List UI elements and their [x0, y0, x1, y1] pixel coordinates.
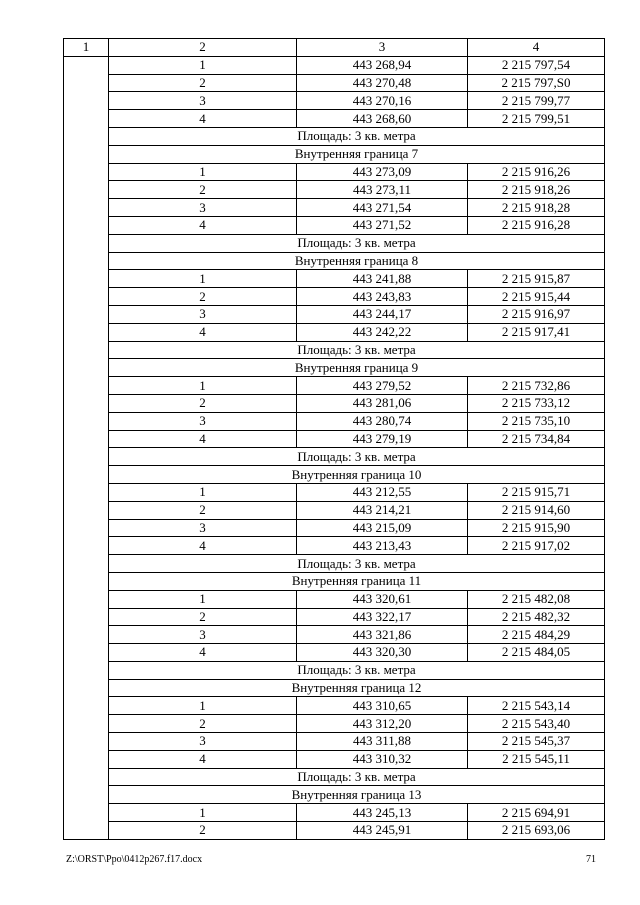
y-coordinate-cell: 2 215 484,29 [468, 626, 605, 644]
section-label-cell: Площадь: 3 кв. метра [109, 555, 605, 573]
x-coordinate-cell: 443 279,19 [297, 430, 468, 448]
table-row [64, 733, 605, 751]
table-row [64, 430, 605, 448]
x-coordinate-cell: 443 268,94 [297, 56, 468, 74]
x-coordinate-cell: 443 280,74 [297, 412, 468, 430]
section-label-cell: Внутренняя граница 9 [109, 359, 605, 377]
section-label-cell: Внутренняя граница 11 [109, 572, 605, 590]
table-row [64, 537, 605, 555]
table-row [64, 626, 605, 644]
label-row [64, 555, 605, 573]
x-coordinate-cell: 443 320,61 [297, 590, 468, 608]
x-coordinate-cell: 443 310,65 [297, 697, 468, 715]
table-row [64, 412, 605, 430]
point-number-cell: 2 [109, 181, 297, 199]
label-row [64, 679, 605, 697]
table-row [64, 483, 605, 501]
header-row [64, 39, 605, 57]
first-column-merged-cell [64, 56, 109, 839]
section-label-cell: Площадь: 3 кв. метра [109, 448, 605, 466]
table-row [64, 750, 605, 768]
table-row [64, 288, 605, 306]
x-coordinate-cell: 443 243,83 [297, 288, 468, 306]
header-cell-4: 4 [468, 39, 605, 57]
label-row [64, 341, 605, 359]
y-coordinate-cell: 2 215 732,86 [468, 377, 605, 395]
y-coordinate-cell: 2 215 917,41 [468, 323, 605, 341]
table-row [64, 181, 605, 199]
x-coordinate-cell: 443 245,91 [297, 822, 468, 840]
coordinates-table-body [64, 39, 605, 840]
header-cell-3: 3 [297, 39, 468, 57]
y-coordinate-cell: 2 215 543,14 [468, 697, 605, 715]
x-coordinate-cell: 443 281,06 [297, 394, 468, 412]
y-coordinate-cell: 2 215 799,51 [468, 110, 605, 128]
table-row [64, 644, 605, 662]
point-number-cell: 2 [109, 501, 297, 519]
y-coordinate-cell: 2 215 734,84 [468, 430, 605, 448]
x-coordinate-cell: 443 241,88 [297, 270, 468, 288]
table-row [64, 305, 605, 323]
y-coordinate-cell: 2 215 915,71 [468, 483, 605, 501]
section-label-cell: Внутренняя граница 7 [109, 145, 605, 163]
x-coordinate-cell: 443 279,52 [297, 377, 468, 395]
y-coordinate-cell: 2 215 916,97 [468, 305, 605, 323]
x-coordinate-cell: 443 273,11 [297, 181, 468, 199]
section-label-cell: Площадь: 3 кв. метра [109, 768, 605, 786]
table-row [64, 377, 605, 395]
label-row [64, 252, 605, 270]
label-row [64, 466, 605, 484]
y-coordinate-cell: 2 215 545,37 [468, 733, 605, 751]
x-coordinate-cell: 443 245,13 [297, 804, 468, 822]
y-coordinate-cell: 2 215 484,05 [468, 644, 605, 662]
table-row [64, 74, 605, 92]
y-coordinate-cell: 2 215 915,90 [468, 519, 605, 537]
x-coordinate-cell: 443 270,16 [297, 92, 468, 110]
y-coordinate-cell: 2 215 916,26 [468, 163, 605, 181]
label-row [64, 768, 605, 786]
y-coordinate-cell: 2 215 545,11 [468, 750, 605, 768]
point-number-cell: 4 [109, 750, 297, 768]
point-number-cell: 3 [109, 199, 297, 217]
header-cell-2: 2 [109, 39, 297, 57]
point-number-cell: 2 [109, 715, 297, 733]
x-coordinate-cell: 443 312,20 [297, 715, 468, 733]
table-row [64, 822, 605, 840]
y-coordinate-cell: 2 215 482,08 [468, 590, 605, 608]
point-number-cell: 1 [109, 483, 297, 501]
y-coordinate-cell: 2 215 917,02 [468, 537, 605, 555]
section-label-cell: Площадь: 3 кв. метра [109, 127, 605, 145]
x-coordinate-cell: 443 212,55 [297, 483, 468, 501]
table-row [64, 590, 605, 608]
y-coordinate-cell: 2 215 543,40 [468, 715, 605, 733]
y-coordinate-cell: 2 215 914,60 [468, 501, 605, 519]
table-row [64, 501, 605, 519]
coordinates-table [63, 38, 605, 840]
header-cell-1: 1 [64, 39, 109, 57]
label-row [64, 448, 605, 466]
x-coordinate-cell: 443 320,30 [297, 644, 468, 662]
x-coordinate-cell: 443 214,21 [297, 501, 468, 519]
footer-file-path: Z:\ORST\Ppo\0412p267.f17.docx [66, 854, 203, 865]
x-coordinate-cell: 443 273,09 [297, 163, 468, 181]
point-number-cell: 4 [109, 110, 297, 128]
section-label-cell: Внутренняя граница 12 [109, 679, 605, 697]
y-coordinate-cell: 2 215 799,77 [468, 92, 605, 110]
point-number-cell: 3 [109, 519, 297, 537]
table-row [64, 697, 605, 715]
table-row [64, 270, 605, 288]
point-number-cell: 1 [109, 590, 297, 608]
point-number-cell: 3 [109, 92, 297, 110]
table-row [64, 199, 605, 217]
point-number-cell: 4 [109, 537, 297, 555]
point-number-cell: 1 [109, 163, 297, 181]
table-row [64, 323, 605, 341]
table-row [64, 715, 605, 733]
section-label-cell: Внутренняя граница 13 [109, 786, 605, 804]
x-coordinate-cell: 443 244,17 [297, 305, 468, 323]
label-row [64, 145, 605, 163]
table-row [64, 804, 605, 822]
x-coordinate-cell: 443 271,52 [297, 216, 468, 234]
point-number-cell: 4 [109, 430, 297, 448]
y-coordinate-cell: 2 215 918,28 [468, 199, 605, 217]
label-row [64, 661, 605, 679]
point-number-cell: 1 [109, 377, 297, 395]
y-coordinate-cell: 2 215 915,87 [468, 270, 605, 288]
y-coordinate-cell: 2 215 694,91 [468, 804, 605, 822]
table-row [64, 608, 605, 626]
point-number-cell: 2 [109, 288, 297, 306]
point-number-cell: 3 [109, 305, 297, 323]
table-row [64, 163, 605, 181]
label-row [64, 234, 605, 252]
label-row [64, 786, 605, 804]
x-coordinate-cell: 443 268,60 [297, 110, 468, 128]
point-number-cell: 2 [109, 74, 297, 92]
point-number-cell: 1 [109, 697, 297, 715]
y-coordinate-cell: 2 215 797,54 [468, 56, 605, 74]
y-coordinate-cell: 2 215 482,32 [468, 608, 605, 626]
point-number-cell: 2 [109, 394, 297, 412]
point-number-cell: 3 [109, 733, 297, 751]
x-coordinate-cell: 443 213,43 [297, 537, 468, 555]
point-number-cell: 4 [109, 644, 297, 662]
x-coordinate-cell: 443 215,09 [297, 519, 468, 537]
y-coordinate-cell: 2 215 915,44 [468, 288, 605, 306]
point-number-cell: 2 [109, 822, 297, 840]
table-row [64, 394, 605, 412]
y-coordinate-cell: 2 215 797,S0 [468, 74, 605, 92]
point-number-cell: 2 [109, 608, 297, 626]
footer-page-number: 71 [586, 854, 596, 865]
table-row [64, 216, 605, 234]
label-row [64, 572, 605, 590]
section-label-cell: Внутренняя граница 10 [109, 466, 605, 484]
point-number-cell: 1 [109, 56, 297, 74]
y-coordinate-cell: 2 215 918,26 [468, 181, 605, 199]
section-label-cell: Площадь: 3 кв. метра [109, 341, 605, 359]
section-label-cell: Внутренняя граница 8 [109, 252, 605, 270]
point-number-cell: 1 [109, 804, 297, 822]
table-row [64, 110, 605, 128]
y-coordinate-cell: 2 215 735,10 [468, 412, 605, 430]
point-number-cell: 3 [109, 626, 297, 644]
point-number-cell: 1 [109, 270, 297, 288]
label-row [64, 127, 605, 145]
x-coordinate-cell: 443 311,88 [297, 733, 468, 751]
x-coordinate-cell: 443 321,86 [297, 626, 468, 644]
label-row [64, 359, 605, 377]
table-row [64, 56, 605, 74]
point-number-cell: 4 [109, 323, 297, 341]
point-number-cell: 3 [109, 412, 297, 430]
x-coordinate-cell: 443 271,54 [297, 199, 468, 217]
section-label-cell: Площадь: 3 кв. метра [109, 234, 605, 252]
point-number-cell: 4 [109, 216, 297, 234]
y-coordinate-cell: 2 215 733,12 [468, 394, 605, 412]
y-coordinate-cell: 2 215 693,06 [468, 822, 605, 840]
x-coordinate-cell: 443 270,48 [297, 74, 468, 92]
x-coordinate-cell: 443 322,17 [297, 608, 468, 626]
section-label-cell: Площадь: 3 кв. метра [109, 661, 605, 679]
y-coordinate-cell: 2 215 916,28 [468, 216, 605, 234]
x-coordinate-cell: 443 242,22 [297, 323, 468, 341]
table-row [64, 92, 605, 110]
table-row [64, 519, 605, 537]
x-coordinate-cell: 443 310,32 [297, 750, 468, 768]
